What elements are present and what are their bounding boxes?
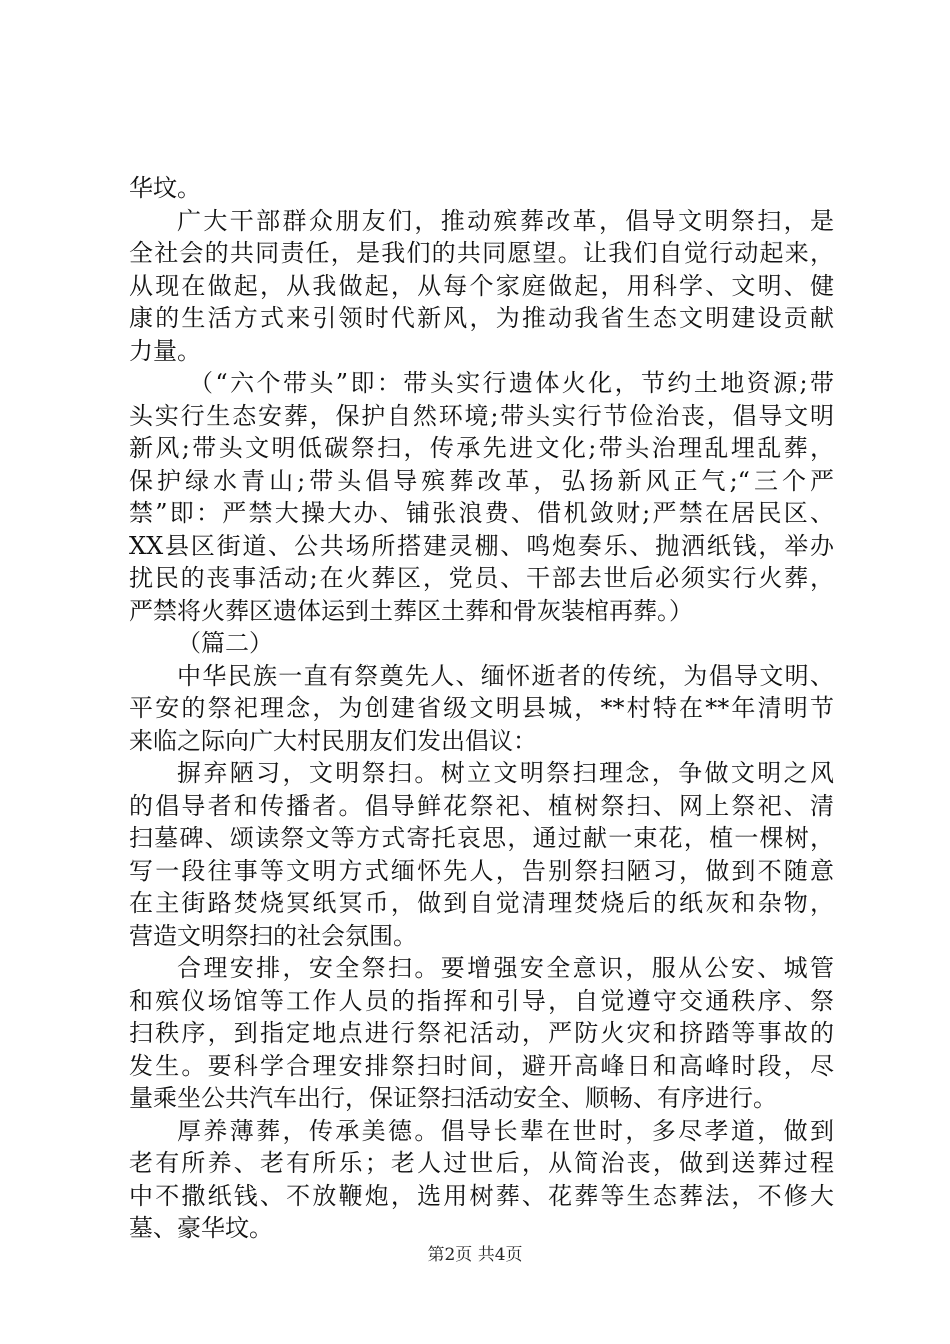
text-line: 扰民的丧事活动;在火葬区，党员、干部去世后必须实行火葬， bbox=[129, 564, 834, 592]
text-line: 来临之际向广大村民朋友们发出倡议： bbox=[129, 726, 537, 755]
text-line: 扫秩序，到指定地点进行祭祀活动，严防火灾和挤踏等事故的 bbox=[129, 1019, 834, 1047]
text-line: 保护绿水青山;带头倡导殡葬改革，弘扬新风正气;“三个严 bbox=[129, 466, 834, 495]
text-line: 严禁将火葬区遗体运到土葬区土葬和骨灰装棺再葬。） bbox=[129, 596, 693, 625]
text-line: 老有所养、老有所乐；老人过世后，从简治丧，做到送葬过程 bbox=[129, 1149, 834, 1177]
text-line: 力量。 bbox=[129, 336, 201, 365]
text-line: 发生。要科学合理安排祭扫时间，避开高峰日和高峰时段，尽 bbox=[129, 1051, 834, 1080]
text-line: 平安的祭祀理念，为创建省级文明县城，**村特在**年清明节 bbox=[129, 694, 834, 722]
text-line: 从现在做起，从我做起，从每个家庭做起，用科学、文明、健 bbox=[129, 271, 834, 300]
text-line: 营造文明祭扫的社会氛围。 bbox=[129, 921, 417, 950]
page-number-footer: 第2页 共4页 bbox=[427, 1245, 523, 1265]
document-body bbox=[129, 172, 834, 1245]
text-line: XX县区街道、公共场所搭建灵棚、鸣炮奏乐、抛洒纸钱，举办 bbox=[129, 531, 834, 560]
text-line: 扫墓碑、颂读祭文等方式寄托哀思，通过献一束花，植一棵树， bbox=[129, 824, 834, 852]
text-line: 在主街路焚烧冥纸冥币，做到自觉清理焚烧后的纸灰和杂物， bbox=[129, 889, 834, 917]
text-line: 华坟。 bbox=[129, 174, 201, 202]
text-line: 量乘坐公共汽车出行，保证祭扫活动安全、顺畅、有序进行。 bbox=[129, 1084, 777, 1112]
text-line: 厚养薄葬，传承美德。倡导长辈在世时，多尽孝道，做到 bbox=[177, 1116, 834, 1145]
text-line: 广大干部群众朋友们，推动殡葬改革，倡导文明祭扫，是 bbox=[177, 206, 834, 235]
text-line: 合理安排，安全祭扫。要增强安全意识，服从公安、城管 bbox=[177, 954, 834, 982]
text-line: 头实行生态安葬，保护自然环境;带头实行节俭治丧，倡导文明 bbox=[129, 401, 834, 430]
text-line: 墓、豪华坟。 bbox=[129, 1214, 273, 1242]
text-line: 康的生活方式来引领时代新风，为推动我省生态文明建设贡献 bbox=[129, 304, 834, 332]
text-line: 新风;带头文明低碳祭扫，传承先进文化;带头治理乱埋乱葬， bbox=[129, 434, 834, 462]
text-line: 摒弃陋习，文明祭扫。树立文明祭扫理念，争做文明之风 bbox=[177, 759, 834, 787]
text-line: 写一段往事等文明方式缅怀先人，告别祭扫陋习，做到不随意 bbox=[129, 856, 834, 885]
section-heading: （篇二） bbox=[177, 629, 273, 657]
text-line: （“六个带头”即：带头实行遗体火化，节约土地资源;带 bbox=[189, 369, 834, 397]
text-line: 全社会的共同责任，是我们的共同愿望。让我们自觉行动起来， bbox=[129, 239, 834, 267]
text-line: 禁”即：严禁大操大办、铺张浪费、借机敛财;严禁在居民区、 bbox=[129, 499, 834, 527]
text-line: 中华民族一直有祭奠先人、缅怀逝者的传统，为倡导文明、 bbox=[177, 661, 834, 690]
text-line: 和殡仪场馆等工作人员的指挥和引导，自觉遵守交通秩序、祭 bbox=[129, 986, 834, 1015]
text-line: 中不撒纸钱、不放鞭炮，选用树葬、花葬等生态葬法，不修大 bbox=[129, 1181, 834, 1210]
text-line: 的倡导者和传播者。倡导鲜花祭祀、植树祭扫、网上祭祀、清 bbox=[129, 791, 834, 820]
